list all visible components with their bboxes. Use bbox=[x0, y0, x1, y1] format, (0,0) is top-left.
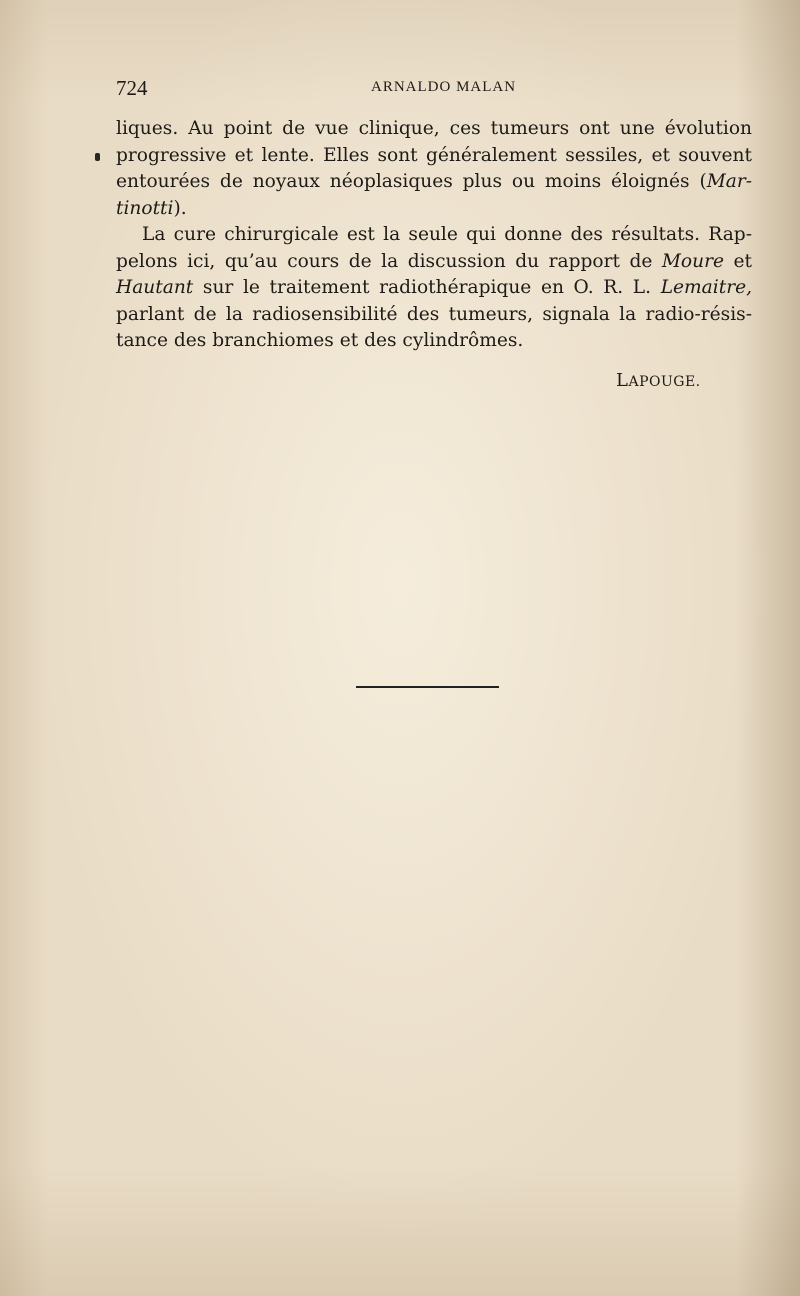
text-run: entourées de noyaux néoplasiques plus ou moins éloignés ( bbox=[116, 171, 707, 192]
author-name: Mar- bbox=[706, 171, 752, 192]
page-number: 724 bbox=[116, 76, 148, 100]
running-head: ARNALDO MALAN bbox=[371, 79, 517, 95]
text-run: sur le traitement radiothérapique en O. R. L. bbox=[193, 277, 661, 298]
paragraph-1-line-1: liques. Au point de vue clinique, ces tumeurs ont une évolution bbox=[116, 118, 752, 139]
page-header bbox=[116, 76, 752, 102]
body-text bbox=[116, 116, 752, 355]
paragraph-1-line-2: progressive et lente. Elles sont généralement sessiles, et souvent bbox=[116, 144, 752, 166]
text-run: pelons ici, qu’au cours de la discussion du rapport de bbox=[116, 250, 662, 272]
signature-rest: APOUGE. bbox=[628, 374, 701, 390]
author-name: tinotti bbox=[116, 197, 174, 219]
paragraph-2-line-3 bbox=[116, 275, 752, 302]
paragraph-2-line-2 bbox=[116, 249, 752, 276]
paragraph-2-line-1: La cure chirurgicale est la seule qui donne des résultats. Rap- bbox=[142, 224, 752, 245]
author-name: Lemaitre, bbox=[660, 277, 752, 298]
paragraph-1-line-3 bbox=[116, 169, 752, 196]
text-run: ). bbox=[173, 197, 187, 219]
section-divider bbox=[356, 686, 499, 688]
signature-initial: L bbox=[616, 370, 629, 391]
author-signature bbox=[616, 370, 701, 391]
text-run: et bbox=[724, 250, 752, 272]
author-name: Hautant bbox=[116, 277, 194, 298]
paragraph-2-line-5: tance des branchiomes et des cylindrômes. bbox=[116, 330, 524, 351]
margin-mark bbox=[95, 153, 100, 161]
paragraph-1-line-4 bbox=[116, 196, 752, 223]
author-name: Moure bbox=[661, 250, 724, 272]
paragraph-2-line-4: parlant de la radiosensibilité des tumeurs, signala la radio-résis- bbox=[116, 303, 752, 325]
